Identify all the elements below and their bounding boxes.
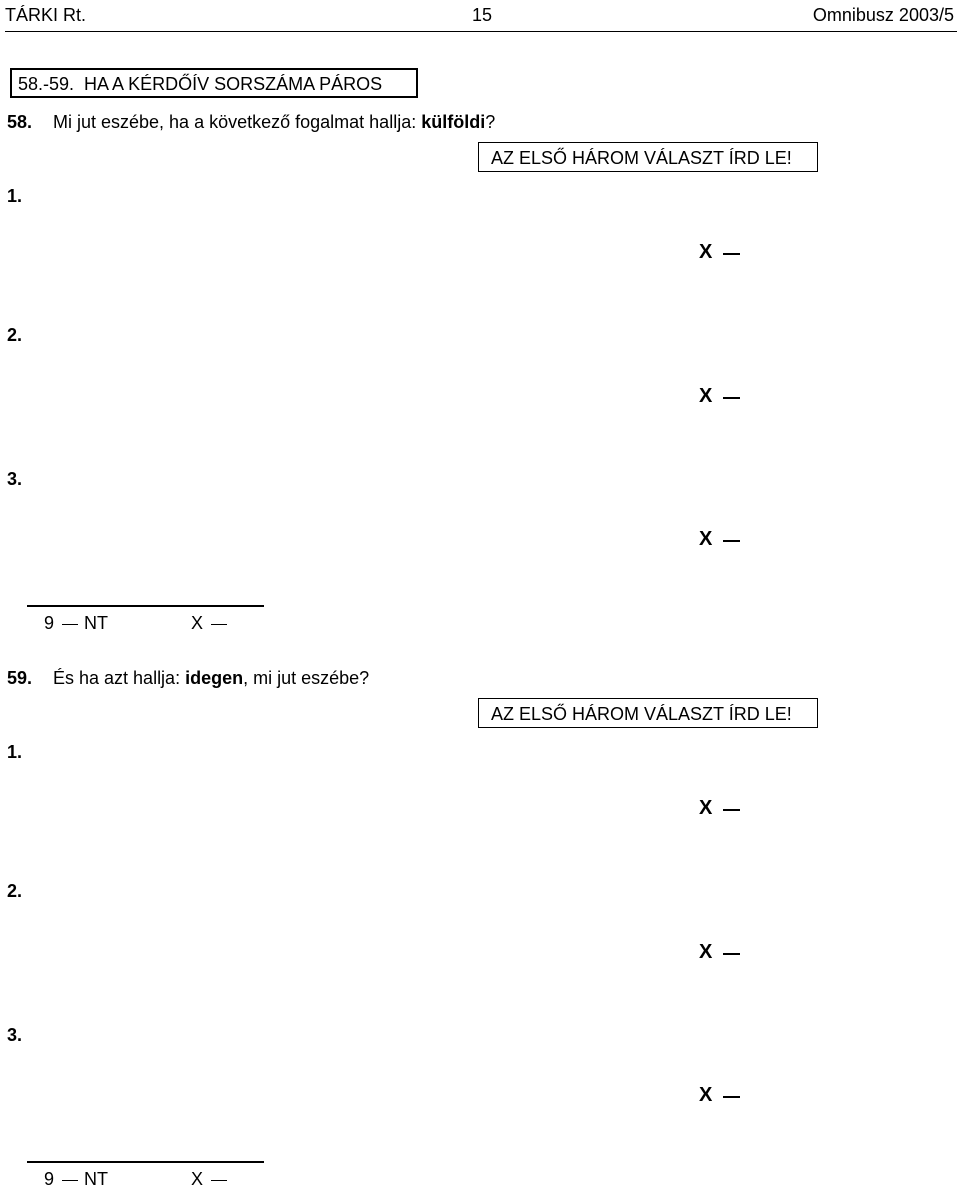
q58-nt: NT (84, 613, 108, 633)
q58-number: 58. (7, 112, 33, 132)
q59-answer-dash-2 (723, 953, 740, 955)
section-label: 58.-59. HA A KÉRDŐÍV SORSZÁMA PÁROS (18, 74, 383, 94)
q59-instruction-box (478, 698, 818, 728)
q59-answer-label-1: 1. (7, 742, 23, 762)
q58-code-dash (62, 624, 78, 625)
q59-question (53, 669, 369, 687)
q58-answer-mark-2: X (699, 385, 713, 407)
q58-instruction-box (478, 142, 818, 172)
q59-answer-mark-1: X (699, 797, 713, 819)
q58-answer-dash-1 (723, 253, 740, 255)
q58-code: 9 (44, 613, 55, 633)
header-left: TÁRKI Rt. (5, 5, 87, 25)
q58-answer-label-1: 1. (7, 186, 23, 206)
q58-keyword: külföldi (421, 112, 486, 132)
q59-footer-mark: X (191, 1169, 204, 1189)
q58-instruction: AZ ELSŐ HÁROM VÁLASZT ÍRD LE! (491, 148, 792, 168)
q59-answer-dash-1 (723, 809, 740, 811)
q58-answer-mark-1: X (699, 241, 713, 263)
q58-answer-dash-2 (723, 397, 740, 399)
q59-keyword: idegen (185, 668, 244, 688)
q59-code-dash (62, 1180, 78, 1181)
q58-answer-label-2: 2. (7, 325, 23, 345)
header-right: Omnibusz 2003/5 (812, 5, 954, 25)
q59-answer-label-3: 3. (7, 1025, 23, 1045)
q59-answer-label-2: 2. (7, 881, 23, 901)
page-number: 15 (472, 5, 493, 25)
q58-question (53, 113, 495, 131)
q58-text-before: Mi jut eszébe, ha a következő fogalmat hallja: (53, 112, 422, 132)
q59-answer-mark-2: X (699, 941, 713, 963)
q58-footer-mark: X (191, 613, 204, 633)
q59-instruction: AZ ELSŐ HÁROM VÁLASZT ÍRD LE! (491, 704, 792, 724)
header-rule (5, 31, 957, 32)
q58-answer-dash-3 (723, 540, 740, 542)
q58-answer-label-3: 3. (7, 469, 23, 489)
q59-answer-rule (27, 1161, 264, 1163)
q58-answer-mark-3: X (699, 528, 713, 550)
section-box (10, 68, 418, 98)
q59-code: 9 (44, 1169, 55, 1189)
q59-footer-dash (211, 1180, 227, 1181)
q59-answer-mark-3: X (699, 1084, 713, 1106)
q58-footer-dash (211, 624, 227, 625)
q58-text-after: ? (485, 112, 496, 132)
q59-nt: NT (84, 1169, 108, 1189)
q58-answer-rule (27, 605, 264, 607)
q59-text-after: , mi jut eszébe? (243, 668, 370, 688)
q59-answer-dash-3 (723, 1096, 740, 1098)
q59-number: 59. (7, 668, 33, 688)
q59-text-before: És ha azt hallja: (53, 668, 186, 688)
